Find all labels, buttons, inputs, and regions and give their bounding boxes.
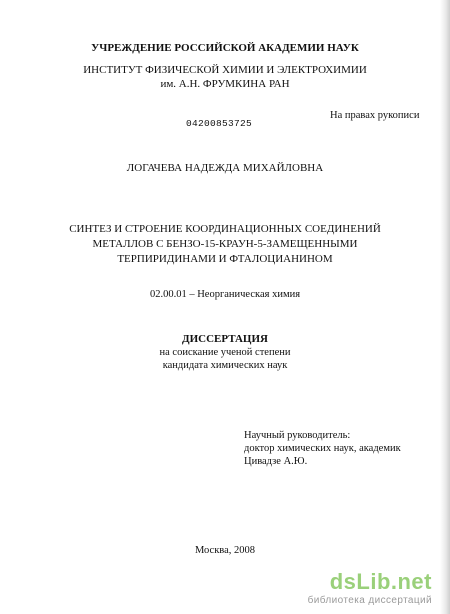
title-line-1: СИНТЕЗ И СТРОЕНИЕ КООРДИНАЦИОННЫХ СОЕДИНЕНИЙ xyxy=(69,223,381,235)
supervisor-name: Цивадзе А.Ю. xyxy=(244,456,308,467)
supervisor-label: Научный руководитель: xyxy=(244,430,351,441)
watermark-subtitle: библиотека диссертаций xyxy=(307,595,432,606)
rights-note: На правах рукописи xyxy=(330,110,420,121)
title-line-2: МЕТАЛЛОВ С БЕНЗО-15-КРАУН-5-ЗАМЕЩЕННЫМИ xyxy=(92,238,358,250)
institution-line-2: ИНСТИТУТ ФИЗИЧЕСКОЙ ХИМИИ И ЭЛЕКТРОХИМИИ xyxy=(83,64,367,76)
dissertation-heading: ДИССЕРТАЦИЯ xyxy=(182,333,268,345)
specialty: 02.00.01 – Неорганическая химия xyxy=(149,289,301,300)
author-name: ЛОГАЧЕВА НАДЕЖДА МИХАЙЛОВНА xyxy=(126,162,324,174)
stamp-number: 04200853725 xyxy=(186,118,253,129)
supervisor-degree: доктор химических наук, академик xyxy=(244,443,401,454)
dissertation-line-1: на соискание ученой степени xyxy=(159,347,291,358)
watermark-logo: dsLib.net xyxy=(329,569,432,594)
dissertation-line-2: кандидата химических наук xyxy=(162,360,288,371)
watermark xyxy=(308,571,432,606)
place-and-year: Москва, 2008 xyxy=(194,545,256,556)
institution-line-1: УЧРЕЖДЕНИЕ РОССИЙСКОЙ АКАДЕМИИ НАУК xyxy=(91,42,359,54)
title-line-3: ТЕРПИРИДИНАМИ И ФТАЛОЦИАНИНОМ xyxy=(117,253,333,265)
institution-line-3: им. А.Н. ФРУМКИНА РАН xyxy=(160,78,290,90)
page-edge-shadow xyxy=(440,0,450,614)
